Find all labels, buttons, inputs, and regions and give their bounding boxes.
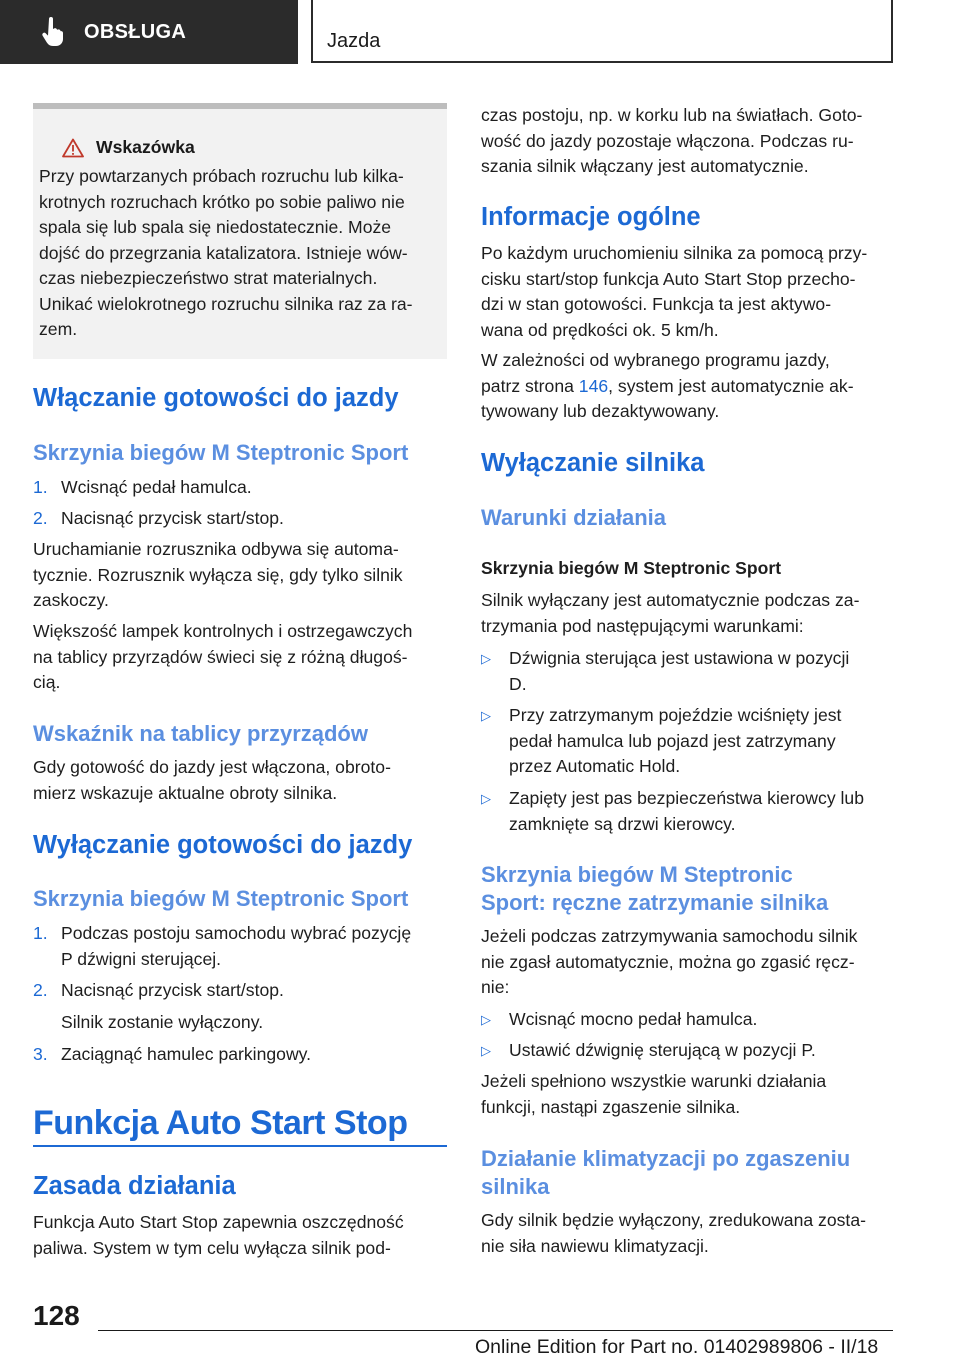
warning-title: Wskazówka bbox=[96, 137, 195, 157]
text-line: tywowany lub dezaktywowany. bbox=[481, 401, 720, 421]
text-line: nie: bbox=[481, 977, 510, 997]
chapter-title: Jazda bbox=[327, 30, 381, 52]
subheading-gearbox: Skrzynia biegów M Steptronic Sport bbox=[481, 558, 782, 578]
text-line: paliwa. System w tym celu wyłącza silnik pod‐ bbox=[33, 1237, 391, 1258]
text-line: czas postoju, np. w korku lub na światłach. Goto‐ bbox=[481, 105, 863, 125]
step-text: Silnik zostanie wyłączony. bbox=[61, 1012, 264, 1032]
text-line: Jeżeli podczas zatrzymywania samochodu silnik bbox=[481, 926, 858, 946]
enable-steps bbox=[33, 475, 447, 527]
paragraph bbox=[481, 103, 895, 180]
step-number: 2. bbox=[33, 980, 48, 1000]
warning-line: zem. bbox=[39, 319, 78, 339]
bullet-triangle-icon: ▷ bbox=[481, 1043, 491, 1058]
text-line: Gdy gotowość do jazdy jest włączona, obroto‐ bbox=[33, 757, 391, 777]
section-tab bbox=[0, 0, 298, 64]
warning-line: spala się lub spala się niedostatecznie. Może bbox=[39, 217, 392, 237]
paragraph bbox=[33, 537, 447, 614]
text-line: Uruchamianie rozrusznika odbywa się automa‐ bbox=[33, 539, 399, 559]
step-text: Zaciągnąć hamulec parkingowy. bbox=[61, 1044, 312, 1064]
text-line: Jeżeli spełniono wszystkie warunki działania bbox=[481, 1071, 827, 1091]
warning-line: czas niebezpieczeństwo strat materialnych. bbox=[39, 268, 378, 288]
step-text: Podczas postoju samochodu wybrać pozycję bbox=[61, 923, 412, 943]
bullet-text: Dźwignia sterująca jest ustawiona w pozycji bbox=[509, 648, 850, 668]
text-line: patrz strona 146, system jest automatycznie ak‐ bbox=[481, 375, 854, 396]
text-line: Funkcja Auto Start Stop zapewnia oszczędność bbox=[33, 1212, 404, 1232]
step-number: 1. bbox=[33, 477, 48, 497]
warning-box bbox=[33, 103, 447, 359]
bullet-text: Ustawić dźwignię sterującą w pozycji P. bbox=[509, 1040, 816, 1060]
text-line: wość do jazdy pozostaje włączona. Podczas ru‐ bbox=[481, 130, 854, 151]
section-rule bbox=[33, 1145, 447, 1147]
text-line: Po każdym uruchomieniu silnika za pomocą przy‐ bbox=[481, 243, 868, 263]
heading-engine-off: Wyłączanie silnika bbox=[481, 449, 705, 477]
subheading-gearbox: Skrzynia biegów M Steptronic Sport bbox=[33, 886, 409, 911]
text-line: zaskoczy. bbox=[33, 590, 109, 610]
warning-line: Unikać wielokrotnego rozruchu silnika raz za ra‐ bbox=[39, 293, 413, 314]
warning-line: Przy powtarzanych próbach rozruchu lub kilka‐ bbox=[39, 166, 404, 186]
text-line: Gdy silnik będzie wyłączony, zredukowana zosta‐ bbox=[481, 1210, 866, 1230]
bullet-triangle-icon: ▷ bbox=[481, 1012, 491, 1027]
warning-triangle-icon bbox=[62, 138, 84, 158]
bullet-text: przez Automatic Hold. bbox=[509, 756, 681, 776]
paragraph bbox=[481, 241, 895, 343]
page-number: 128 bbox=[33, 1300, 80, 1331]
paragraph bbox=[33, 619, 447, 696]
paragraph bbox=[481, 1208, 895, 1259]
subheading-manual-stop bbox=[481, 861, 895, 917]
subheading-gearbox: Skrzynia biegów M Steptronic Sport bbox=[33, 440, 409, 465]
paragraph bbox=[481, 924, 895, 1001]
subheading-line: silnika bbox=[481, 1174, 550, 1199]
conditions-list bbox=[481, 646, 895, 838]
text-line: mierz wskazuje aktualne obroty silnika. bbox=[33, 782, 338, 803]
subheading-line: Skrzynia biegów M Steptronic bbox=[481, 862, 793, 887]
text-line: Większość lampek kontrolnych i ostrzegawczych bbox=[33, 621, 413, 641]
step-number: 3. bbox=[33, 1044, 48, 1064]
heading-disable-readiness: Wyłączanie gotowości do jazdy bbox=[33, 831, 413, 859]
subheading-line: Sport: ręczne zatrzymanie silnika bbox=[481, 890, 829, 915]
step-number: 2. bbox=[33, 508, 48, 528]
hand-pointer-icon bbox=[40, 17, 64, 47]
warning-line: krotnych rozruchach krótko po sobie paliwo nie bbox=[39, 191, 405, 212]
warning-line: dojść do przegrzania katalizatora. Istnieje wów‐ bbox=[39, 242, 408, 263]
paragraph bbox=[481, 588, 895, 639]
bullet-text: zamknięte są drzwi kierowcy. bbox=[509, 813, 736, 834]
text-line: funkcji, nastąpi zgaszenie silnika. bbox=[481, 1096, 741, 1117]
step-number: 1. bbox=[33, 923, 48, 943]
bullet-triangle-icon: ▷ bbox=[481, 651, 491, 666]
bullet-text: Przy zatrzymanym pojeździe wciśnięty jest bbox=[509, 705, 842, 725]
footer-rule bbox=[98, 1330, 893, 1331]
text-line: Silnik wyłączany jest automatycznie podczas za‐ bbox=[481, 590, 860, 610]
text-line: szania silnik włączany jest automatycznie. bbox=[481, 156, 809, 176]
paragraph bbox=[481, 348, 895, 425]
text-line: trzymania pod następującymi warunkami: bbox=[481, 615, 804, 636]
text-line: dzi w stan gotowości. Funkcja ta jest aktywo‐ bbox=[481, 294, 832, 314]
warning-text bbox=[33, 164, 447, 343]
step-text: Wcisnąć pedał hamulca. bbox=[61, 477, 252, 497]
text-line: na tablicy przyrządów świeci się z różną długoś‐ bbox=[33, 646, 408, 667]
step-text: Nacisnąć przycisk start/stop. bbox=[61, 980, 284, 1000]
heading-auto-start-stop: Funkcja Auto Start Stop bbox=[33, 1104, 408, 1142]
heading-general-info: Informacje ogólne bbox=[481, 203, 701, 231]
disable-steps bbox=[33, 921, 447, 1071]
text-line: tycznie. Rozrusznik wyłącza się, gdy tylko silnik bbox=[33, 564, 403, 585]
text-line: wana od prędkości ok. 5 km/h. bbox=[481, 319, 719, 340]
subheading-line: Działanie klimatyzacji po zgaszeniu bbox=[481, 1146, 851, 1171]
text-line: cisku start/stop funkcja Auto Start Stop przecho‐ bbox=[481, 268, 856, 289]
bullet-text: Wcisnąć mocno pedał hamulca. bbox=[509, 1009, 758, 1029]
bullet-text: D. bbox=[509, 673, 527, 694]
paragraph bbox=[33, 1210, 447, 1261]
text-line: cią. bbox=[33, 672, 61, 692]
bullet-triangle-icon: ▷ bbox=[481, 708, 491, 723]
text-line: W zależności od wybranego programu jazdy, bbox=[481, 350, 830, 370]
manual-stop-list bbox=[481, 1007, 895, 1067]
step-text: P dźwigni sterującej. bbox=[61, 948, 222, 969]
heading-principle: Zasada działania bbox=[33, 1172, 236, 1200]
section-tab-label: OBSŁUGA bbox=[84, 20, 187, 43]
subheading-indicator: Wskaźnik na tablicy przyrządów bbox=[33, 721, 368, 746]
text-line: nie zgasł automatycznie, można go zgasić ręcz‐ bbox=[481, 951, 855, 972]
paragraph bbox=[481, 1069, 895, 1120]
text-line: nie siła nawiewu klimatyzacji. bbox=[481, 1235, 709, 1256]
heading-enable-readiness: Włączanie gotowości do jazdy bbox=[33, 384, 399, 412]
page-reference-link[interactable]: 146 bbox=[578, 375, 609, 396]
bullet-text: Zapięty jest pas bezpieczeństwa kierowcy lub bbox=[509, 788, 864, 808]
paragraph bbox=[33, 755, 447, 806]
step-text: Nacisnąć przycisk start/stop. bbox=[61, 508, 284, 528]
edition-note: Online Edition for Part no. 01402989806 - II/18 bbox=[475, 1336, 879, 1358]
subheading-climate bbox=[481, 1145, 895, 1201]
bullet-text: pedał hamulca lub pojazd jest zatrzymany bbox=[509, 730, 836, 751]
bullet-triangle-icon: ▷ bbox=[481, 791, 491, 806]
chapter-header bbox=[311, 0, 893, 63]
subheading-conditions: Warunki działania bbox=[481, 505, 667, 530]
